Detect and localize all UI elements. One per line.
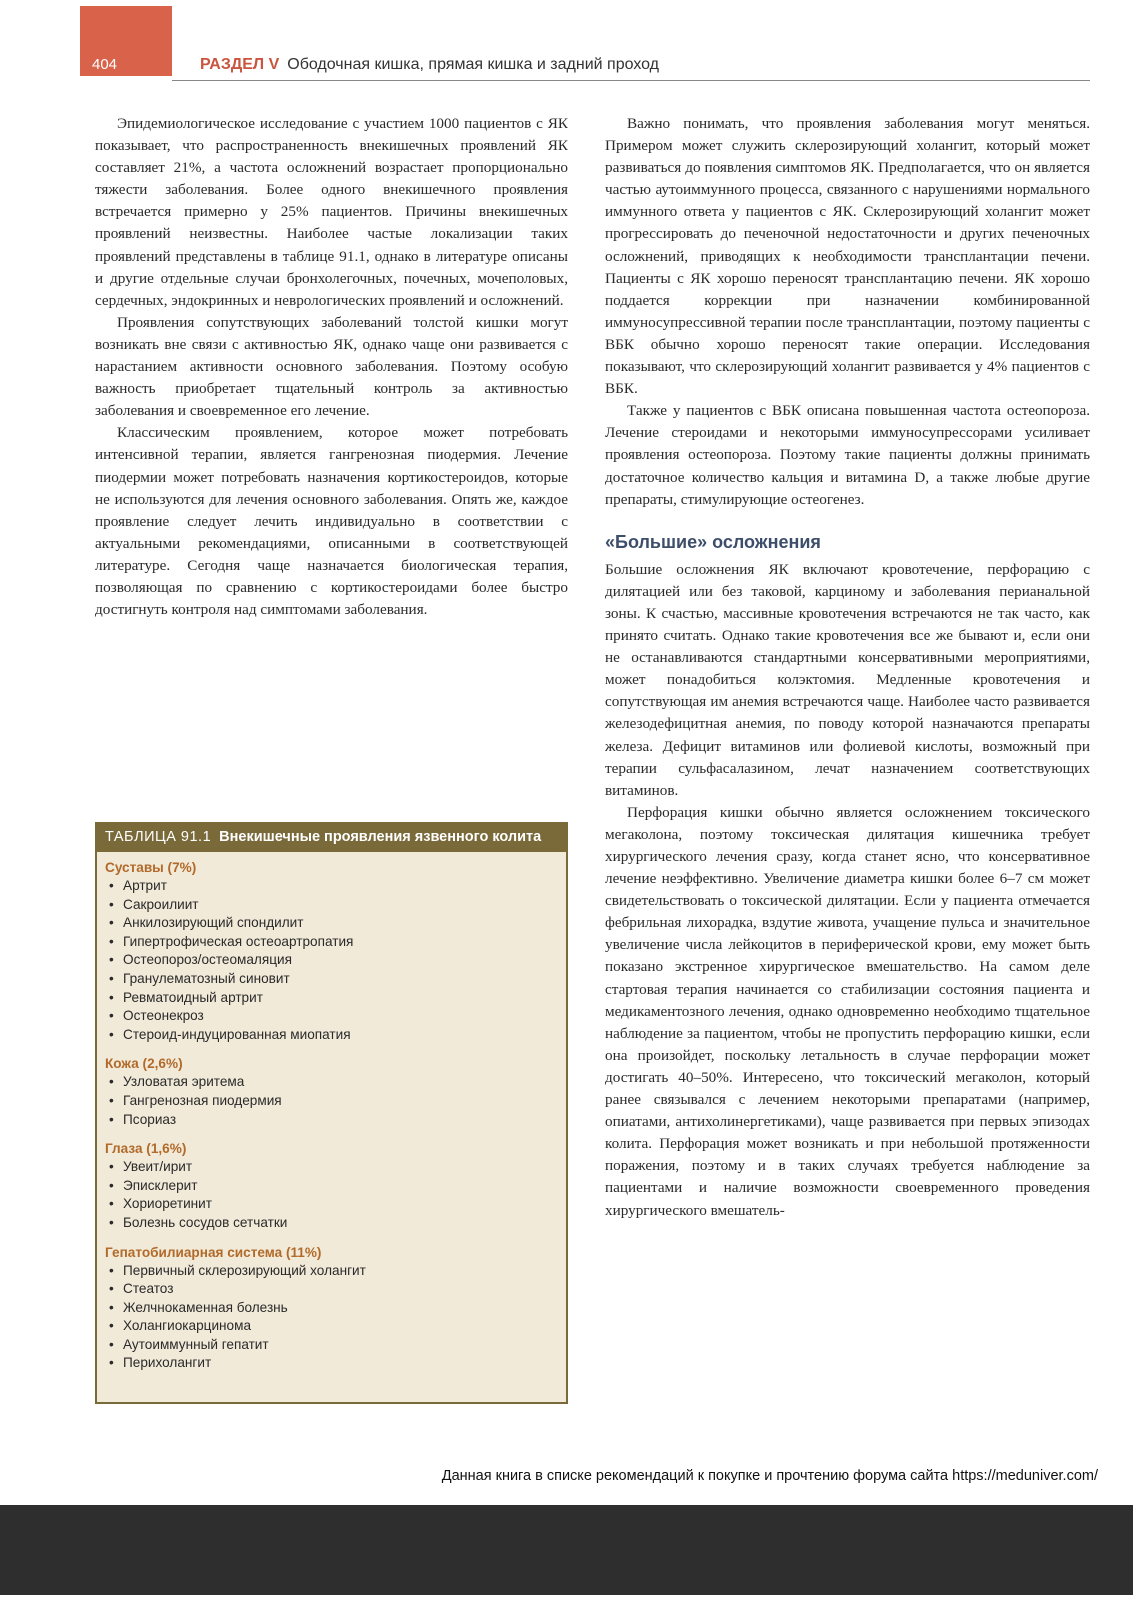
bullet-icon: • bbox=[109, 989, 114, 1005]
bullet-icon: • bbox=[109, 1318, 114, 1334]
table-item-text: Стеатоз bbox=[123, 1281, 174, 1297]
table-list-item bbox=[105, 1073, 558, 1092]
bullet-icon: • bbox=[109, 915, 114, 931]
table-list-item bbox=[105, 1195, 558, 1214]
table-list-item bbox=[105, 1336, 558, 1355]
table-list-item bbox=[105, 1092, 558, 1111]
table-list-item bbox=[105, 1214, 558, 1233]
table-list-item bbox=[105, 1177, 558, 1196]
bullet-icon: • bbox=[109, 970, 114, 986]
table-list-item bbox=[105, 1158, 558, 1177]
right-column bbox=[605, 113, 1090, 1222]
bullet-icon: • bbox=[109, 1008, 114, 1024]
table-item-text: Ревматоидный артрит bbox=[123, 989, 263, 1005]
table-item-text: Остеопороз/остеомаляция bbox=[123, 952, 292, 968]
table-body bbox=[97, 852, 566, 1373]
bullet-icon: • bbox=[109, 1074, 114, 1090]
bullet-icon: • bbox=[109, 933, 114, 949]
bullet-icon: • bbox=[109, 1355, 114, 1371]
table-item-text: Стероид-индуцированная миопатия bbox=[123, 1026, 351, 1042]
header-rule bbox=[172, 80, 1090, 81]
paragraph: Проявления сопутствующих заболеваний толстой кишки могут возникать вне связи с активностью ЯК, однако чаще они развивается с нарастанием активности основного заболевания. Поэтому особую важность приобретает тщательный контроль за активностью заболевания и своевременное его лечение. bbox=[95, 313, 568, 420]
table-list-item bbox=[105, 933, 558, 952]
table-list-item bbox=[105, 1354, 558, 1373]
bullet-icon: • bbox=[109, 1262, 114, 1278]
table-list-item bbox=[105, 1262, 558, 1281]
table-list-item bbox=[105, 951, 558, 970]
table-group bbox=[105, 1243, 558, 1374]
table-list-item bbox=[105, 1007, 558, 1026]
paragraph: Также у пациентов с ВБК описана повышенная частота остеопороза. Лечение стероидами и некоторыми иммуносупрессорами усиливает проявления остеопороза. Поэтому такие пациенты должны принимать достаточное количество кальция и витамина D, а также любые другие препараты, стимулирующие остеогенез. bbox=[605, 402, 1090, 508]
table-group-title: Глаза (1,6%) bbox=[105, 1141, 187, 1157]
table-item-text: Псориаз bbox=[123, 1111, 177, 1127]
table-item-text: Хориоретинит bbox=[123, 1196, 213, 1212]
paragraph: Классическим проявлением, которое может потребовать интенсивной терапии, является гангренозная пиодермия. Лечение пиодермии может потребовать назначения кортикостероидов, которые не используются для лечения основного заболевания. Опять же, каждое проявление следует лечить индивидуально в соответствии с актуальными рекомендациями, описанными в соответствующей литературе. Сегодня чаще назначается биологическая терапия, позволяющая по сравнению с кортикостероидами более быстро достигнуть контроля над симптомами заболевания. bbox=[95, 424, 568, 619]
bullet-icon: • bbox=[109, 952, 114, 968]
table-item-text: Гипертрофическая остеоартропатия bbox=[123, 933, 354, 949]
paragraph: Перфорация кишки обычно является осложнением токсического мегаколона, поэтому токсическая дилятация кишечника требует хирургического лечения сразу, когда станет ясно, что консервативное лечение неэффективно. Увеличение диаметра кишки более 6–7 см может свидетельствовать о токсической дилятации. Если у пациента отмечается фебрильная лихорадка, вздутие живота, учащение пульса и значительное увеличение числа лейкоцитов в периферической крови, ему может быть показано экстренное хирургическое вмешательство. На самом деле стартовая терапия начинается со стабилизации состояния пациента и медикаментозного лечения, однако одновременно необходимо тщательное наблюдение за пациентом, чтобы не пропустить перфорацию кишки, если она произойдет, поскольку летальность в случае перфорации может достигать 40–50%. Интересено, что токсический мегаколон, который ранее связывался с лечением некоторыми препаратами (например, опиатами, антихолинергетиками), чаще развивается при первых эпизодах колита. Перфорация может возникать и при небольшой протяженности поражения, поэтому и в таких случаях требуется наблюдение за пациентами и наличие возможности своевременного проведения хирургического вмешатель- bbox=[605, 803, 1090, 1219]
table-item-text: Анкилозирующий спондилит bbox=[123, 915, 304, 931]
table-list-item bbox=[105, 970, 558, 989]
footer-note: Данная книга в списке рекомендаций к покупке и прочтению форума сайта https://meduniver.com/ bbox=[441, 1468, 1098, 1484]
table-list-item bbox=[105, 877, 558, 896]
table-item-text: Перихолангит bbox=[123, 1355, 212, 1371]
table-item-text: Желчнокаменная болезнь bbox=[123, 1299, 288, 1315]
table-91-1 bbox=[95, 822, 568, 1404]
table-list-item bbox=[105, 896, 558, 915]
running-header bbox=[200, 56, 659, 74]
bullet-icon: • bbox=[109, 1177, 114, 1193]
paragraph: Важно понимать, что проявления заболевания могут меняться. Примером может служить склерозирующий холангит, который может развиваться до появления симптомов ЯК. Предполагается, что он является частью аутоиммунного процесса, связанного с нарушениями нормального иммунного ответа у пациентов с ЯК. Склерозирующий холангит может прогрессировать до печеночной недостаточности и других печеночных осложнений, приводящих к необходимости трансплантации печени. Пациенты с ЯК хорошо переносят трансплантацию печени. ЯК хорошо поддается коррекции при назначении комбинированной иммуносупрессивной терапии после трансплантации, поэтому пациенты с ВБК обычно хорошо переносят такие операции. Исследования показывают, что склерозирующий холангит развивается у 4% пациентов с ВБК. bbox=[605, 115, 1090, 398]
bullet-icon: • bbox=[109, 1299, 114, 1315]
table-group bbox=[105, 858, 558, 1044]
bullet-icon: • bbox=[109, 1281, 114, 1297]
table-group-title: Кожа (2,6%) bbox=[105, 1056, 183, 1072]
table-item-text: Первичный склерозирующий холангит bbox=[123, 1262, 366, 1278]
table-item-text: Эписклерит bbox=[123, 1177, 198, 1193]
table-header bbox=[97, 824, 566, 852]
bullet-icon: • bbox=[109, 878, 114, 893]
bullet-icon: • bbox=[109, 1214, 114, 1230]
table-item-text: Сакроилиит bbox=[123, 896, 199, 912]
bullet-icon: • bbox=[109, 1336, 114, 1352]
table-title: Внекишечные проявления язвенного колита bbox=[219, 829, 542, 845]
table-list-item bbox=[105, 1026, 558, 1045]
page-number: 404 bbox=[92, 56, 118, 73]
table-list-item bbox=[105, 989, 558, 1008]
bullet-icon: • bbox=[109, 1196, 114, 1212]
table-item-text: Болезнь сосудов сетчатки bbox=[123, 1214, 288, 1230]
table-item-text: Аутоиммунный гепатит bbox=[123, 1336, 269, 1352]
paragraph: Эпидемиологическое исследование с участием 1000 пациентов с ЯК показывает, что распространенность внекишечных проявлений ЯК составляет 21%, а частота осложнений возрастает пропорционально тяжести заболевания. Более одного внекишечного проявления встречается примерно у 25% пациентов. Причины внекишечных проявлений неизвестны. Наиболее частые локализации таких проявлений представлены в таблице 91.1, однако в литературе описаны и другие отдельные случаи бронхолегочных, почечных, мочеполовых, сердечных, эндокринных и неврологических проявлений и осложнений. bbox=[95, 115, 568, 309]
table-group-title: Гепатобилиарная система (11%) bbox=[105, 1244, 322, 1260]
bullet-icon: • bbox=[109, 1092, 114, 1108]
bullet-icon: • bbox=[109, 1026, 114, 1042]
section-label: РАЗДЕЛ V bbox=[200, 56, 280, 73]
table-item-text: Артрит bbox=[123, 878, 167, 893]
table-item-text: Холангиокарцинома bbox=[123, 1318, 252, 1334]
section-title: Ободочная кишка, прямая кишка и задний проход bbox=[287, 56, 660, 73]
bullet-icon: • bbox=[109, 1111, 114, 1127]
paragraph: Большие осложнения ЯК включают кровотечение, перфорацию с дилятацией или без таковой, карциному и заболевания перианальной зоны. К счастью, массивные кровотечения встречаются не так часто, как принято считать. Однако такие кровотечения все же бывают и, если они не останавливаются стандартными консервативными мероприятиями, может понадобиться колэктомия. Медленные кровотечения и сопутствующая им анемия встречаются чаще. Наиболее часто развивается железодефицитная анемия, по поводу которой назначаются препараты железа. Дефицит витаминов или фолиевой кислоты, возможный при терапии сульфасалазином, лечат назначением соответствующих витаминов. bbox=[605, 560, 1090, 799]
table-list-item bbox=[105, 1317, 558, 1336]
table-group bbox=[105, 1054, 558, 1129]
bullet-icon: • bbox=[109, 1159, 114, 1175]
left-column bbox=[95, 113, 568, 621]
table-label: ТАБЛИЦА 91.1 bbox=[105, 829, 212, 845]
table-list-item bbox=[105, 1111, 558, 1130]
table-item-text: Остеонекроз bbox=[123, 1008, 204, 1024]
table-item-text: Узловатая эритема bbox=[123, 1074, 245, 1090]
table-item-text: Увеит/ирит bbox=[123, 1159, 193, 1175]
table-list-item bbox=[105, 1299, 558, 1318]
table-item-text: Гранулематозный синовит bbox=[123, 970, 290, 986]
table-list-item bbox=[105, 1280, 558, 1299]
scan-bottom-bar bbox=[0, 1505, 1133, 1600]
table-group bbox=[105, 1139, 558, 1232]
section-subheading: «Большие» осложнения bbox=[605, 531, 821, 552]
bullet-icon: • bbox=[109, 896, 114, 912]
table-item-text: Гангренозная пиодермия bbox=[123, 1092, 282, 1108]
table-list-item bbox=[105, 914, 558, 933]
table-group-title: Суставы (7%) bbox=[105, 860, 197, 875]
